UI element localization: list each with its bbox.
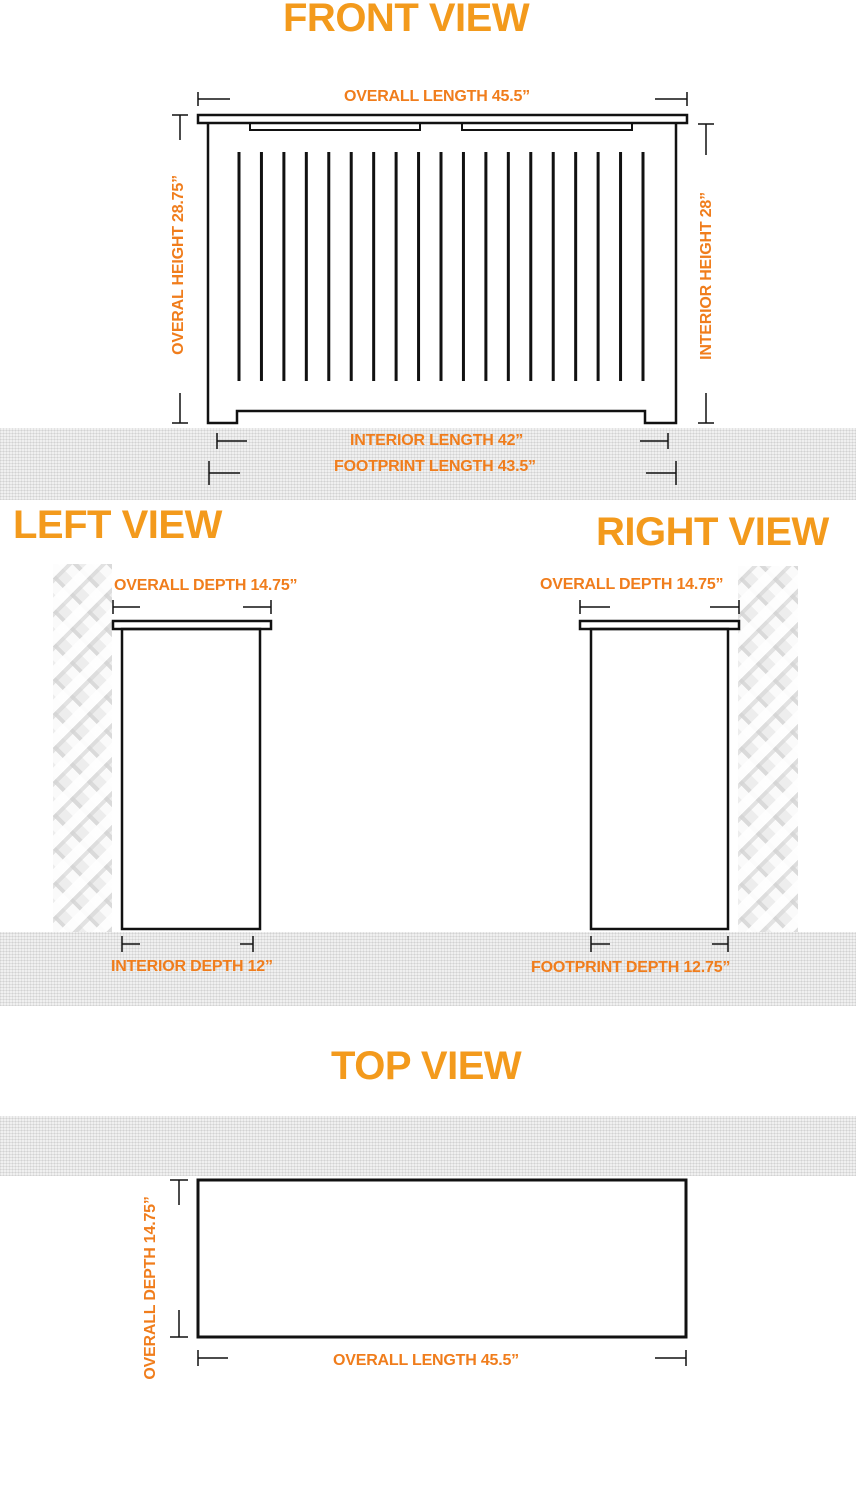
top-view-outline (198, 1180, 686, 1337)
left-body (122, 629, 260, 929)
front-view-title: FRONT VIEW (283, 0, 530, 40)
front-interior-height-label: INTERIOR HEIGHT 28” (698, 192, 715, 360)
top-overall-length-label: OVERALL LENGTH 45.5” (333, 1352, 519, 1369)
right-footprint-depth-label: FOOTPRINT DEPTH 12.75” (531, 959, 731, 976)
left-view-cabinet (113, 621, 271, 929)
top-view-title: TOP VIEW (331, 1044, 522, 1088)
right-body (591, 629, 728, 929)
front-footprint-length-label: FOOTPRINT LENGTH 43.5” (334, 458, 536, 475)
right-dimension-lines (580, 600, 739, 952)
front-overall-height-label: OVERAL HEIGHT 28.75” (170, 175, 187, 355)
front-slats (239, 152, 643, 381)
left-interior-depth-label: INTERIOR DEPTH 12” (111, 958, 273, 975)
right-view-cabinet (580, 621, 739, 929)
left-view-title: LEFT VIEW (13, 503, 222, 547)
front-overall-length-label: OVERALL LENGTH 45.5” (344, 88, 530, 105)
front-top-cap (198, 115, 687, 123)
top-overall-depth-label: OVERALL DEPTH 14.75” (142, 1196, 159, 1380)
front-interior-length-label: INTERIOR LENGTH 42” (350, 432, 524, 449)
right-overall-depth-label: OVERALL DEPTH 14.75” (540, 576, 724, 593)
right-view-title: RIGHT VIEW (596, 510, 829, 554)
left-overall-depth-label: OVERALL DEPTH 14.75” (114, 577, 298, 594)
front-dimension-lines (172, 92, 714, 485)
left-dimension-lines (113, 600, 271, 952)
